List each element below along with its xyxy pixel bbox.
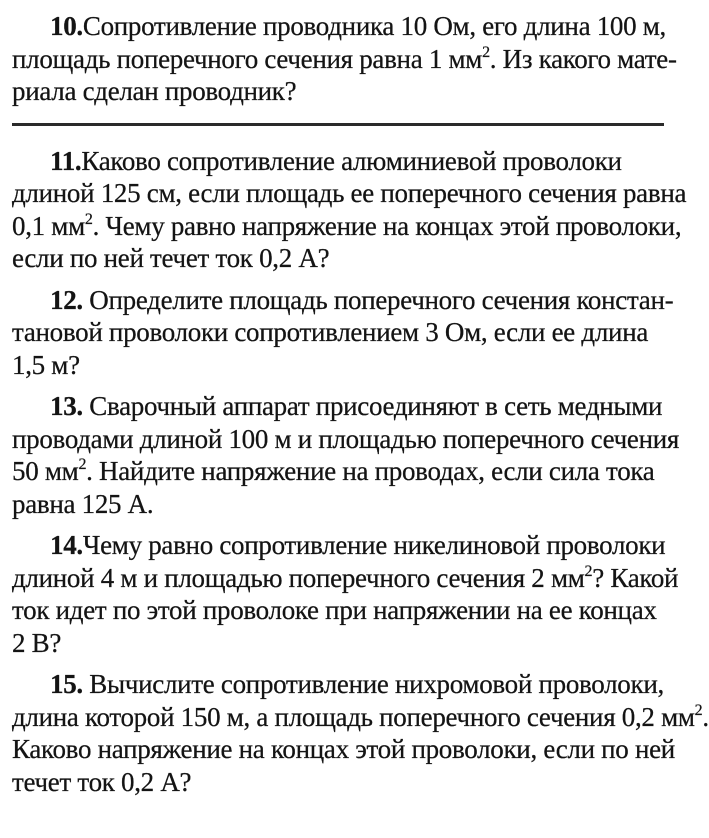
problem-text: длиной 4 м и площадью поперечного сечения 2 мм (12, 562, 585, 593)
spacer (12, 381, 674, 390)
problem-text: Определите площадь поперечного сечения констан- (82, 284, 674, 315)
problem-text: если по ней течет ток 0,2 А? (12, 243, 330, 273)
problem-line (12, 75, 674, 108)
spacer (12, 520, 674, 529)
problem-text: Чему равно сопротивление никелиновой проволоки (82, 530, 666, 560)
problem-text: Сопротивление проводника 10 Ом, его длина 100 м, (82, 11, 667, 41)
problem-13 (12, 390, 679, 520)
problem-line (12, 10, 674, 43)
divider-line (12, 123, 664, 126)
problem-text: площадь поперечного сечения равна 1 мм (12, 43, 483, 74)
problem-line (12, 529, 674, 562)
problem-text: проводами длиной 100 м и площадью поперечного сечения (12, 423, 679, 454)
problem-text: тановой проволоки сопротивлением 3 Ом, если ее длина (12, 317, 649, 347)
spacer (12, 659, 674, 668)
problem-text: длина которой 150 м, а площадь поперечного сечения 0,2 мм (12, 701, 695, 732)
problem-text: . Из какого мате- (489, 43, 677, 74)
problem-line (12, 284, 674, 317)
problem-line (12, 668, 674, 701)
problem-text: 2 В? (12, 627, 62, 658)
problem-number: 12. (50, 284, 83, 315)
problem-text: Сварочный аппарат присоединяют в сеть медными (82, 391, 663, 421)
problem-line (12, 390, 674, 423)
problem-line (12, 349, 674, 382)
problem-text: Каково напряжение на концах этой проволоки, если по ней (12, 734, 675, 764)
problem-text: ток идет по этой проволоке при напряжении на ее концах (12, 595, 657, 625)
problem-line (12, 627, 674, 660)
superscript: 2 (84, 210, 93, 228)
problem-line (12, 242, 674, 275)
problem-line (12, 455, 674, 488)
problem-line (12, 43, 677, 76)
superscript: 2 (584, 562, 593, 580)
problem-line (12, 562, 679, 595)
problem-line (12, 766, 674, 799)
problem-text: риала сделан проводник? (12, 76, 297, 106)
problem-text: Вычислите сопротивление нихромовой проволоки, (82, 669, 664, 699)
problem-text: равна 125 А. (12, 488, 154, 519)
superscript: 2 (482, 43, 490, 61)
problem-number: 15. (50, 669, 83, 699)
problem-line (12, 210, 682, 243)
problem-line (12, 145, 674, 178)
problem-10 (12, 10, 677, 108)
problem-line (12, 594, 674, 627)
superscript: 2 (694, 701, 703, 719)
problem-number: 10. (50, 11, 83, 41)
problem-number: 14. (50, 530, 83, 560)
problem-12 (12, 284, 674, 382)
problem-line (12, 423, 679, 456)
problem-line (12, 488, 674, 521)
spacer (12, 275, 674, 284)
problem-text: 1,5 м? (12, 349, 80, 380)
problem-text: ? Какой (592, 562, 679, 593)
problem-text: 50 мм (12, 456, 79, 486)
problem-number: 11. (50, 145, 82, 176)
problem-text: . (702, 701, 709, 732)
problem-text: . Чему равно напряжение на концах этой проволоки, (92, 210, 682, 241)
problem-line (12, 177, 687, 210)
problem-text: Каково сопротивление алюминиевой проволоки (81, 145, 622, 176)
problem-line (12, 316, 674, 349)
problem-11 (12, 145, 687, 275)
problem-line (12, 733, 674, 766)
problem-text: длиной 125 см, если площадь ее поперечного сечения равна (12, 178, 687, 208)
problem-14 (12, 529, 679, 659)
problem-15 (12, 668, 709, 798)
problem-line (12, 701, 709, 734)
problem-text: 0,1 мм (12, 210, 85, 241)
problem-text: . Найдите напряжение на проводах, если сила тока (86, 456, 655, 486)
superscript: 2 (78, 456, 87, 473)
problem-text: течет ток 0,2 А? (12, 766, 192, 797)
problem-number: 13. (50, 391, 83, 421)
